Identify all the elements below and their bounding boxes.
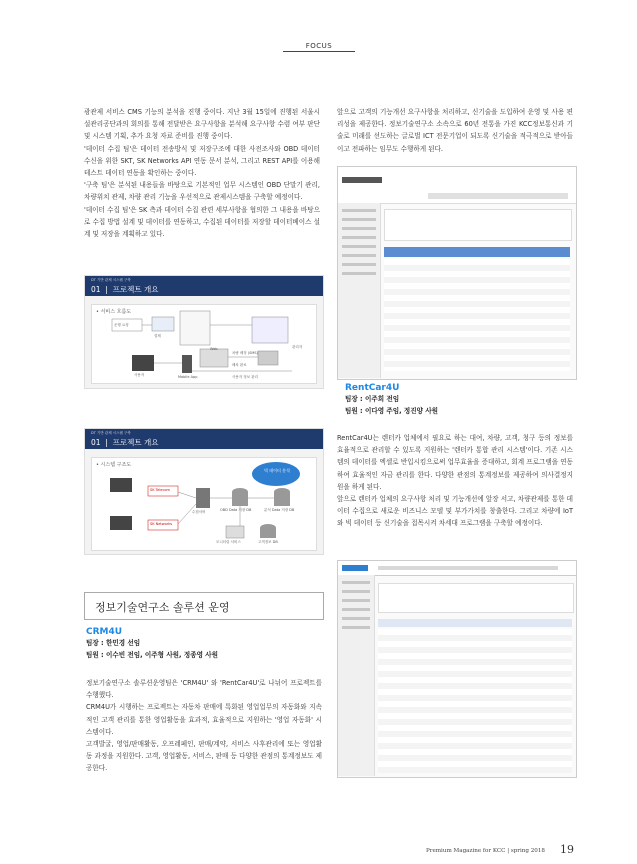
flow-label: 결제 — [154, 334, 161, 338]
screenshot-table-body — [384, 259, 570, 371]
system-architecture-diagram: • 시스템 구조도 빅 데이터 분석 SK Telecom SK Networks 수집서버 OBD Data 저장 DB 분석 Data 저장 DB 모니터링 서비스 고객정보 DB — [91, 457, 317, 551]
paragraph: '데이터 수집 팀'은 SK 측과 데이터 수집 관련 세부사항을 협의한 그 내용을 바탕으로 수집 방법 설계 및 데이터를 연동하고, 수집된 데이터를 저장할 데이터베이스 설계 및 저장을 계획하고 있다. — [84, 205, 320, 239]
arch-label: 고객정보 DB — [258, 540, 278, 544]
rentcar4u-lead: 팀장 : 이주희 전임 — [345, 395, 400, 403]
screenshot-sidebar — [338, 203, 381, 378]
arch-label: OBD Data 저장 DB — [220, 508, 252, 512]
paragraph: '구축 팀'은 분석된 내용들을 바탕으로 기본적인 업무 시스템인 OBD 단말기 관리, 차량위치 관제, 차량 관리 기능을 우선적으로 관제시스템을 구축할 예정이다. — [84, 181, 320, 202]
page-number: 19 — [560, 843, 574, 856]
paragraph: 앞으로 고객의 기능개선 요구사항을 처리하고, 신기술을 도입하여 운영 및 사용 편리성을 제공한다. 정보기술연구소 소속으로 60년 전통을 가진 KCC정보통신과 기술로 미래를 선도하는 글로벌 ICT 전문기업이 되도록 신기술을 적극적으로 받아들이고 전파하는 임무도 수행하게 된다. — [337, 108, 573, 153]
arch-label: SK Networks — [150, 522, 173, 526]
panel-small-caption: DT 기반 관제 시스템 구축 — [91, 278, 131, 282]
arch-label: 수집서버 — [192, 510, 206, 514]
arch-label: 모니터링 서비스 — [216, 540, 241, 544]
section-title: 정보기술연구소 솔루션 운영 — [95, 601, 230, 614]
crm4u-screenshot — [337, 166, 577, 380]
screenshot-table-head — [384, 247, 570, 257]
paragraph: 앞으로 렌터카 업체의 요구사항 처리 및 기능개선에 앞장 서고, 차량관제를 통한 데이터 수집으로 새로운 비즈니스 모델 및 부가가치를 창출한다. 그리고 차량에 IoT와 빅 데이터 등 신기술을 접목시켜 차세대 프로그램을 구축할 예정이다. — [337, 495, 573, 528]
crm4u-title: CRM4U — [86, 627, 123, 637]
diagram-title: 시스템 구조도 — [100, 462, 132, 468]
service-flow-diagram: • 서비스 흐름도 운행 요청 결제 Web 관리자 사용자 Mobile App 차량 배정 (SMS) 배차 완료 사용자 정보 관리 — [91, 304, 317, 384]
screenshot-table-body — [378, 629, 572, 773]
arch-label: 분석 Data 저장 DB — [264, 508, 295, 512]
right-column-intro — [337, 106, 573, 155]
flow-label: 관리자 — [292, 345, 303, 349]
flow-label: Mobile App — [178, 375, 198, 379]
panel-small-caption: DT 기반 관제 시스템 구축 — [91, 431, 131, 435]
screenshot-table-head — [378, 619, 572, 627]
project-overview-panel-2 — [84, 428, 324, 555]
panel-title: 프로젝트 개요 — [112, 438, 159, 447]
flow-label: 운행 요청 — [114, 323, 129, 327]
rentcar4u-text — [337, 432, 573, 530]
arch-label: 빅 데이터 분석 — [264, 468, 290, 473]
paragraph: 광관제 서비스 CMS 기능의 분석을 진행 중이다. 지난 3월 15일에 진행된 서울시설관리공단과의 회의를 통해 전달받은 요구사항을 분석해 요구사항 수렴 여부 판단 및 시스템 기획, 추가 요청 자료 준비를 진행 중이다. — [84, 108, 320, 141]
panel-title: 프로젝트 개요 — [112, 285, 159, 294]
section-title-box — [84, 592, 324, 620]
screenshot-sidebar — [338, 575, 375, 776]
section-label: FOCUS — [305, 42, 333, 50]
header-rule — [283, 51, 355, 52]
screenshot-filter — [384, 209, 572, 241]
footer-text: Premium Magazine for KCC | spring 2018 — [426, 848, 545, 854]
paragraph: '데이터 수집 팀'은 데이터 전송방식 및 저장구조에 대한 사전조사와 OBD 데이터 수신을 위한 SKT, SK Networks API 연동 문서 분석, 그리고 REST API를 이용해 테스트 데이터 연동을 확인하는 중이다. — [84, 144, 320, 178]
flow-label: 사용자 정보 관리 — [232, 375, 258, 379]
panel-number: 01 — [91, 285, 101, 294]
paragraph: 정보기술연구소 솔루션운영팀은 'CRM4U' 와 'RentCar4U'로 나뉘어 프로젝트를 수행했다. — [86, 679, 322, 700]
screenshot-filter — [378, 583, 574, 613]
flow-label: 배차 완료 — [232, 363, 247, 367]
paragraph: CRM4U가 시행하는 프로젝트는 자동차 판매에 특화된 영업업무의 자동화와 지속적인 고객 관리를 통한 영업활동을 효과적, 효율적으로 지원하는 '영업 자동화' 시스템이다. — [86, 703, 322, 736]
left-column-intro — [84, 106, 320, 240]
project-overview-panel-1 — [84, 275, 324, 389]
flow-label: 차량 배정 (SMS) — [232, 351, 258, 355]
rentcar4u-screenshot — [337, 560, 577, 778]
crm4u-lead: 팀장 : 한민경 선임 — [86, 639, 141, 647]
panel-header: DT 기반 관제 시스템 구축 01 | 프로젝트 개요 — [85, 276, 323, 296]
rentcar4u-members: 팀원 : 이다영 주임, 정진양 사원 — [345, 407, 439, 415]
crm4u-members: 팀원 : 이수빈 전임, 이주형 사원, 정종영 사원 — [86, 651, 218, 659]
paragraph: 고객발굴, 영업/판매활동, 오프레페인, 판매/계약, 서비스 사후관리에 또는 영업활동 과정을 지원한다. 고객, 영업활동, 서비스, 판매 등 다양한 관점의 통계정보도 제공한다. — [86, 740, 322, 773]
diagram-title: 서비스 흐름도 — [100, 309, 132, 315]
arch-label: SK Telecom — [150, 488, 170, 492]
flow-label: Web — [210, 347, 218, 351]
crm4u-block — [86, 627, 322, 775]
panel-header: DT 기반 관제 시스템 구축 01 | 프로젝트 개요 — [85, 429, 323, 449]
screenshot-topbar — [338, 167, 576, 204]
rentcar4u-block — [345, 383, 573, 417]
service-flow-svg — [92, 305, 316, 383]
flow-label: 사용자 — [134, 373, 145, 377]
rentcar4u-title: RentCar4U — [345, 383, 400, 393]
panel-number: 01 — [91, 438, 101, 447]
paragraph: RentCar4U는 렌터카 업체에서 필요로 하는 대여, 차량, 고객, 청구 등의 정보를 효율적으로 관리할 수 있도록 지원하는 '렌터카 통합 관리 시스템'이다. 기존 시스템의 데이터를 엑셀로 반입시킴으로써 업무효율을 증대하고, 회계 프로그램을 연동하여 효율적인 자금 관리를 한다. 다양한 관점의 통계정보를 제공하여 의사결정지원을 하게 된다. — [337, 434, 573, 491]
screenshot-topbar — [338, 561, 576, 576]
